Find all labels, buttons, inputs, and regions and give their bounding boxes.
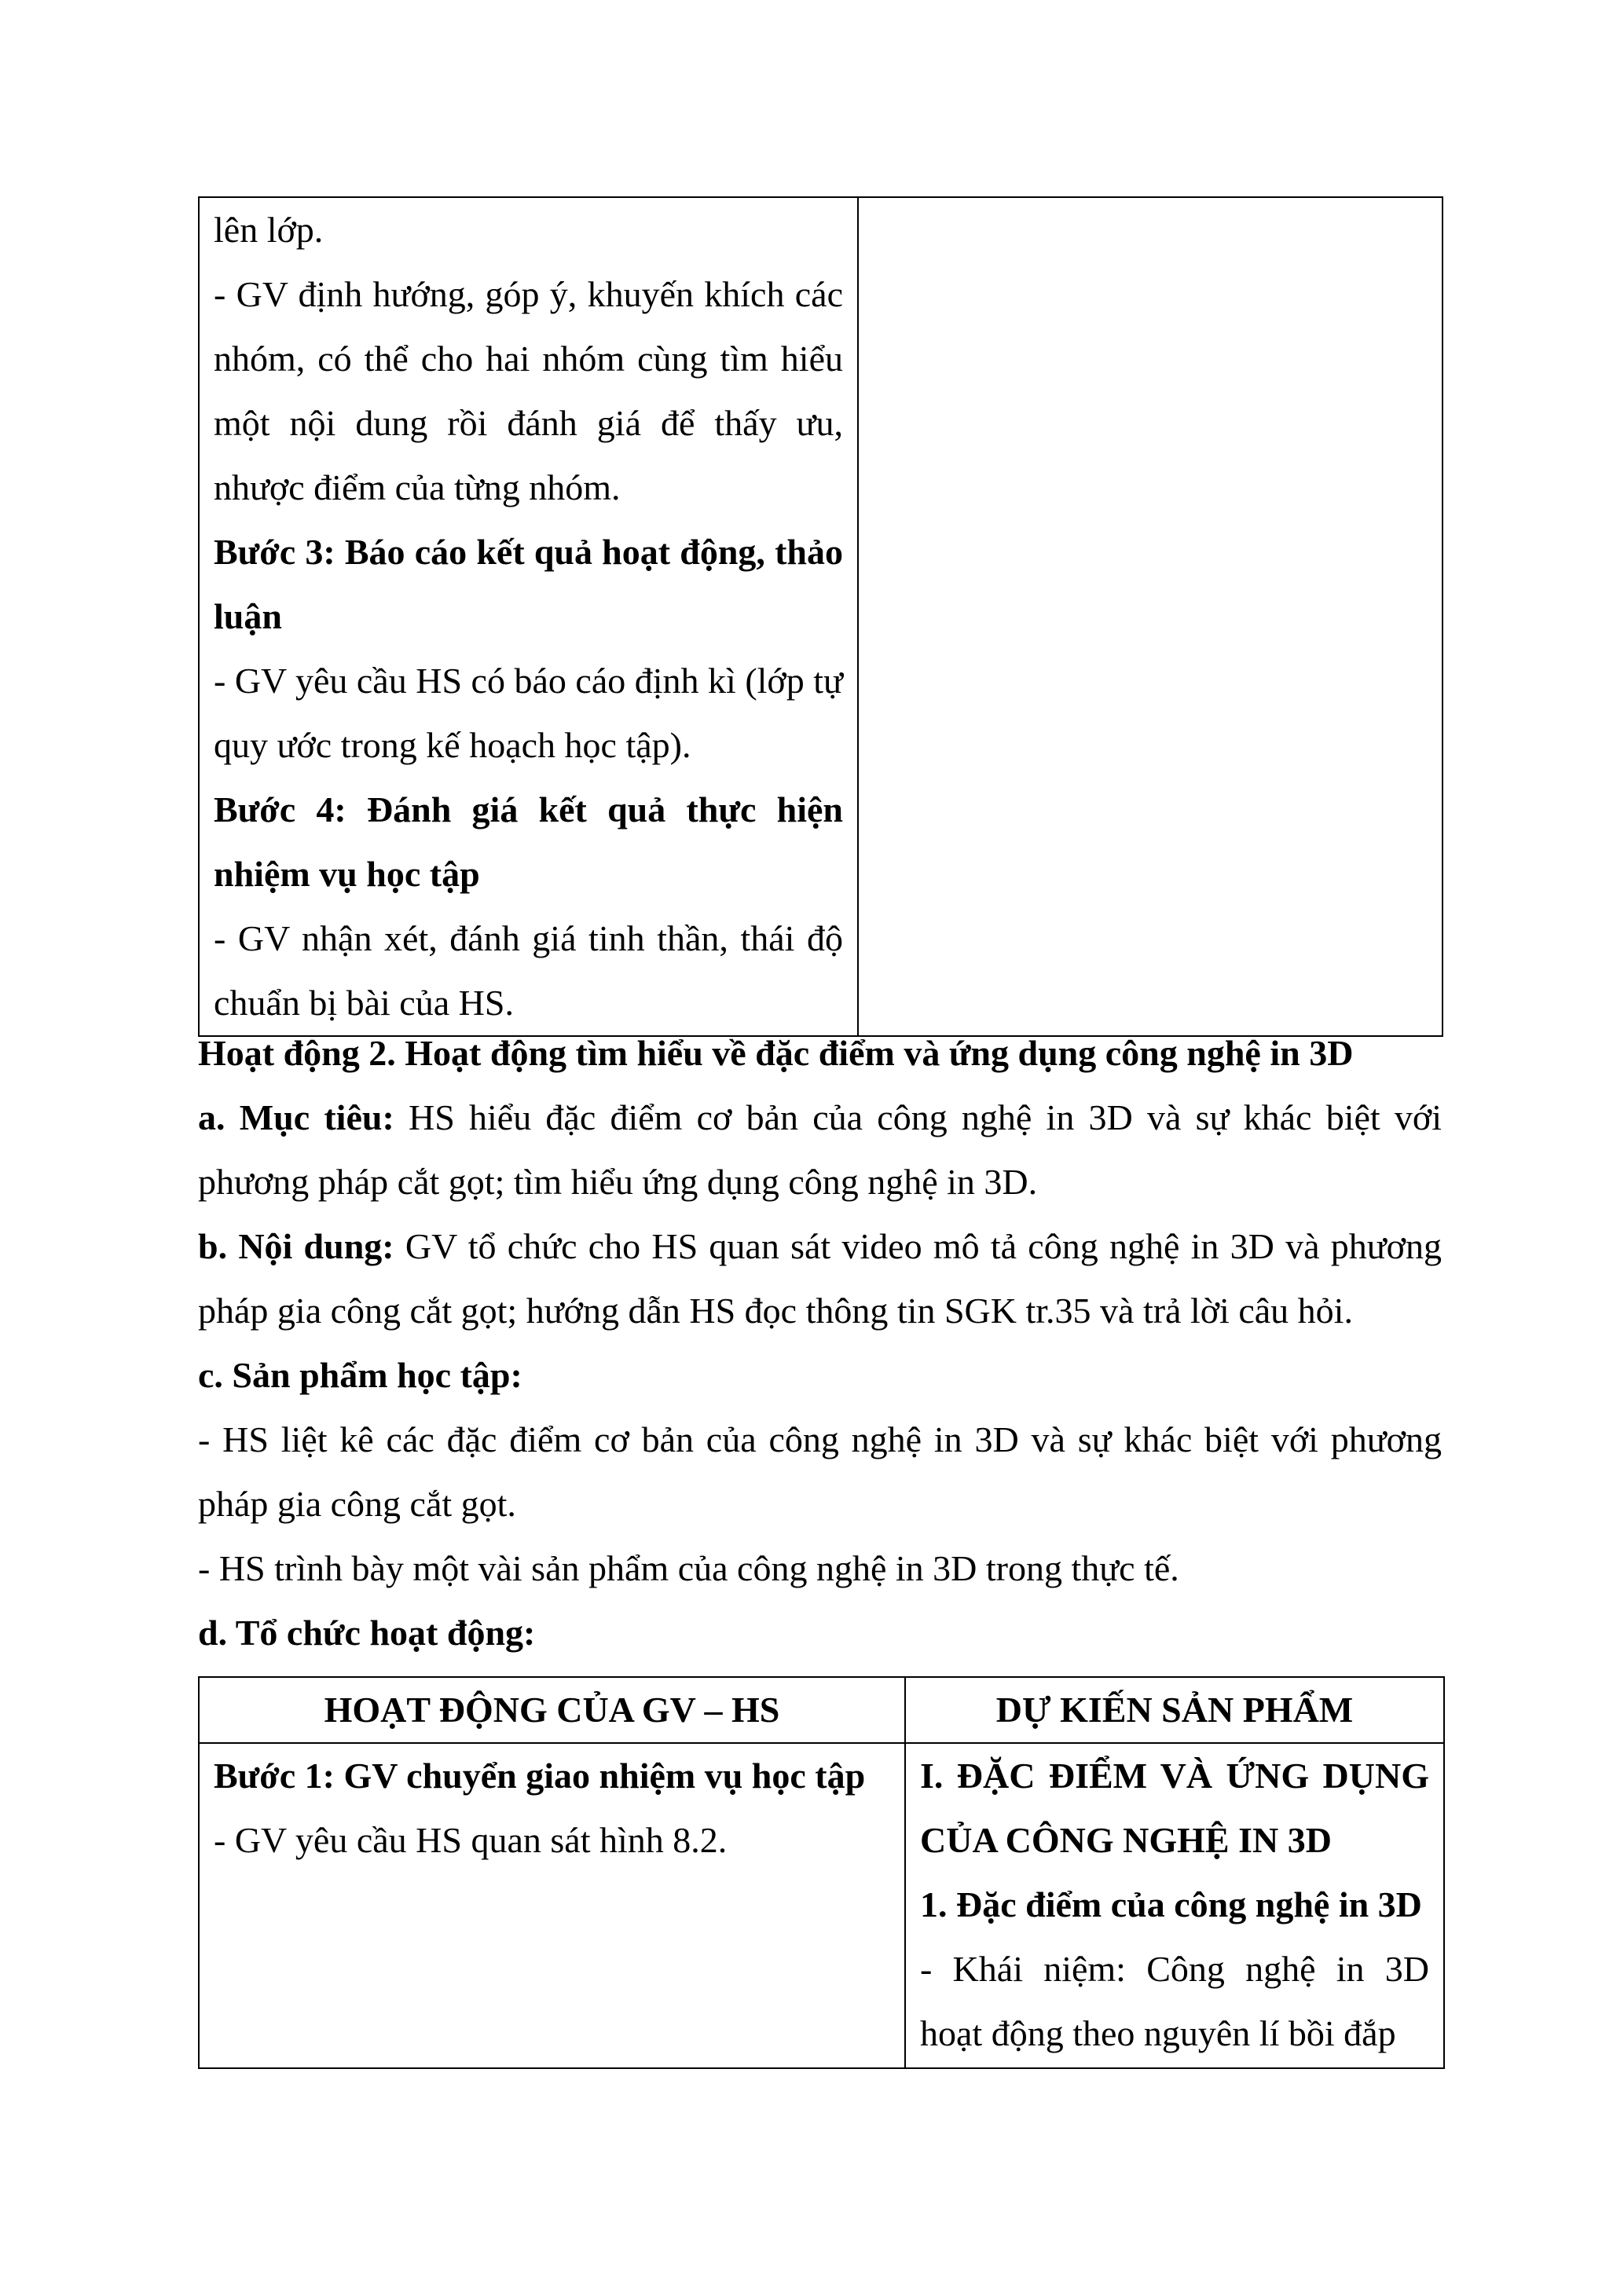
- step3-text: - GV yêu cầu HS có báo cáo định kì (lớp tự quy ước trong kế hoạch học tập).: [214, 661, 843, 765]
- step1-text: - GV yêu cầu HS quan sát hình 8.2.: [214, 1820, 728, 1860]
- teacher-activity-cell: [199, 197, 858, 1036]
- product-label: c. Sản phẩm học tập:: [198, 1355, 522, 1395]
- objective-paragraph: [198, 1086, 1442, 1214]
- activity-table: [198, 1676, 1445, 2069]
- header-expected-product: DỰ KIẾN SẢN PHẨM: [905, 1677, 1444, 1743]
- continued-activity-table: [198, 196, 1443, 1037]
- teacher-activity-cell: [199, 1743, 905, 2068]
- section-i-title: I. ĐẶC ĐIỂM VÀ ỨNG DỤNG CỦA CÔNG NGHỆ IN 3D: [920, 1756, 1429, 1860]
- step3-title: Bước 3: Báo cáo kết quả hoạt động, thảo luận: [214, 532, 843, 636]
- content-text: GV tổ chức cho HS quan sát video mô tả công nghệ in 3D và phương pháp gia công cắt gọt; hướng dẫn HS đọc thông tin SGK tr.35 và trả lời câu hỏi.: [198, 1226, 1442, 1331]
- table-header-row: [199, 1677, 1444, 1743]
- content-paragraph: [198, 1214, 1442, 1343]
- product-item: - HS liệt kê các đặc điểm cơ bản của công nghệ in 3D và sự khác biệt với phương pháp gia công cắt gọt.: [198, 1419, 1442, 1524]
- table-row: [199, 1743, 1444, 2068]
- concept-text: - Khái niệm: Công nghệ in 3D hoạt động theo nguyên lí bồi đắp: [920, 1949, 1429, 2053]
- step1-title: Bước 1: GV chuyển giao nhiệm vụ học tập: [214, 1756, 866, 1796]
- section-heading: Hoạt động 2. Hoạt động tìm hiểu về đặc điểm và ứng dụng công nghệ in 3D: [198, 1033, 1354, 1073]
- content-label: b. Nội dung:: [198, 1226, 394, 1266]
- table-row: [199, 197, 1443, 1036]
- expected-product-cell: [858, 197, 1443, 1036]
- product-item: - HS trình bày một vài sản phẩm của công nghệ in 3D trong thực tế.: [198, 1548, 1179, 1588]
- header-teacher-student: HOẠT ĐỘNG CỦA GV – HS: [199, 1677, 905, 1743]
- activity-2-section: [198, 1021, 1442, 1665]
- left-text-line: lên lớp.: [214, 210, 324, 250]
- organization-label: d. Tổ chức hoạt động:: [198, 1613, 536, 1653]
- objective-text: HS hiểu đặc điểm cơ bản của công nghệ in 3D và sự khác biệt với phương pháp cắt gọt; tìm hiểu ứng dụng công nghệ in 3D.: [198, 1097, 1442, 1202]
- step4-title: Bước 4: Đánh giá kết quả thực hiện nhiệm vụ học tập: [214, 789, 843, 894]
- expected-product-cell: [905, 1743, 1444, 2068]
- left-text-line: - GV định hướng, góp ý, khuyến khích các nhóm, có thể cho hai nhóm cùng tìm hiểu một nội dung rồi đánh giá để thấy ưu, nhược điểm của từng nhóm.: [214, 274, 843, 507]
- objective-label: a. Mục tiêu:: [198, 1097, 394, 1137]
- step4-text: - GV nhận xét, đánh giá tinh thần, thái độ chuẩn bị bài của HS.: [214, 918, 843, 1023]
- subsection-1-title: 1. Đặc điểm của công nghệ in 3D: [920, 1884, 1422, 1924]
